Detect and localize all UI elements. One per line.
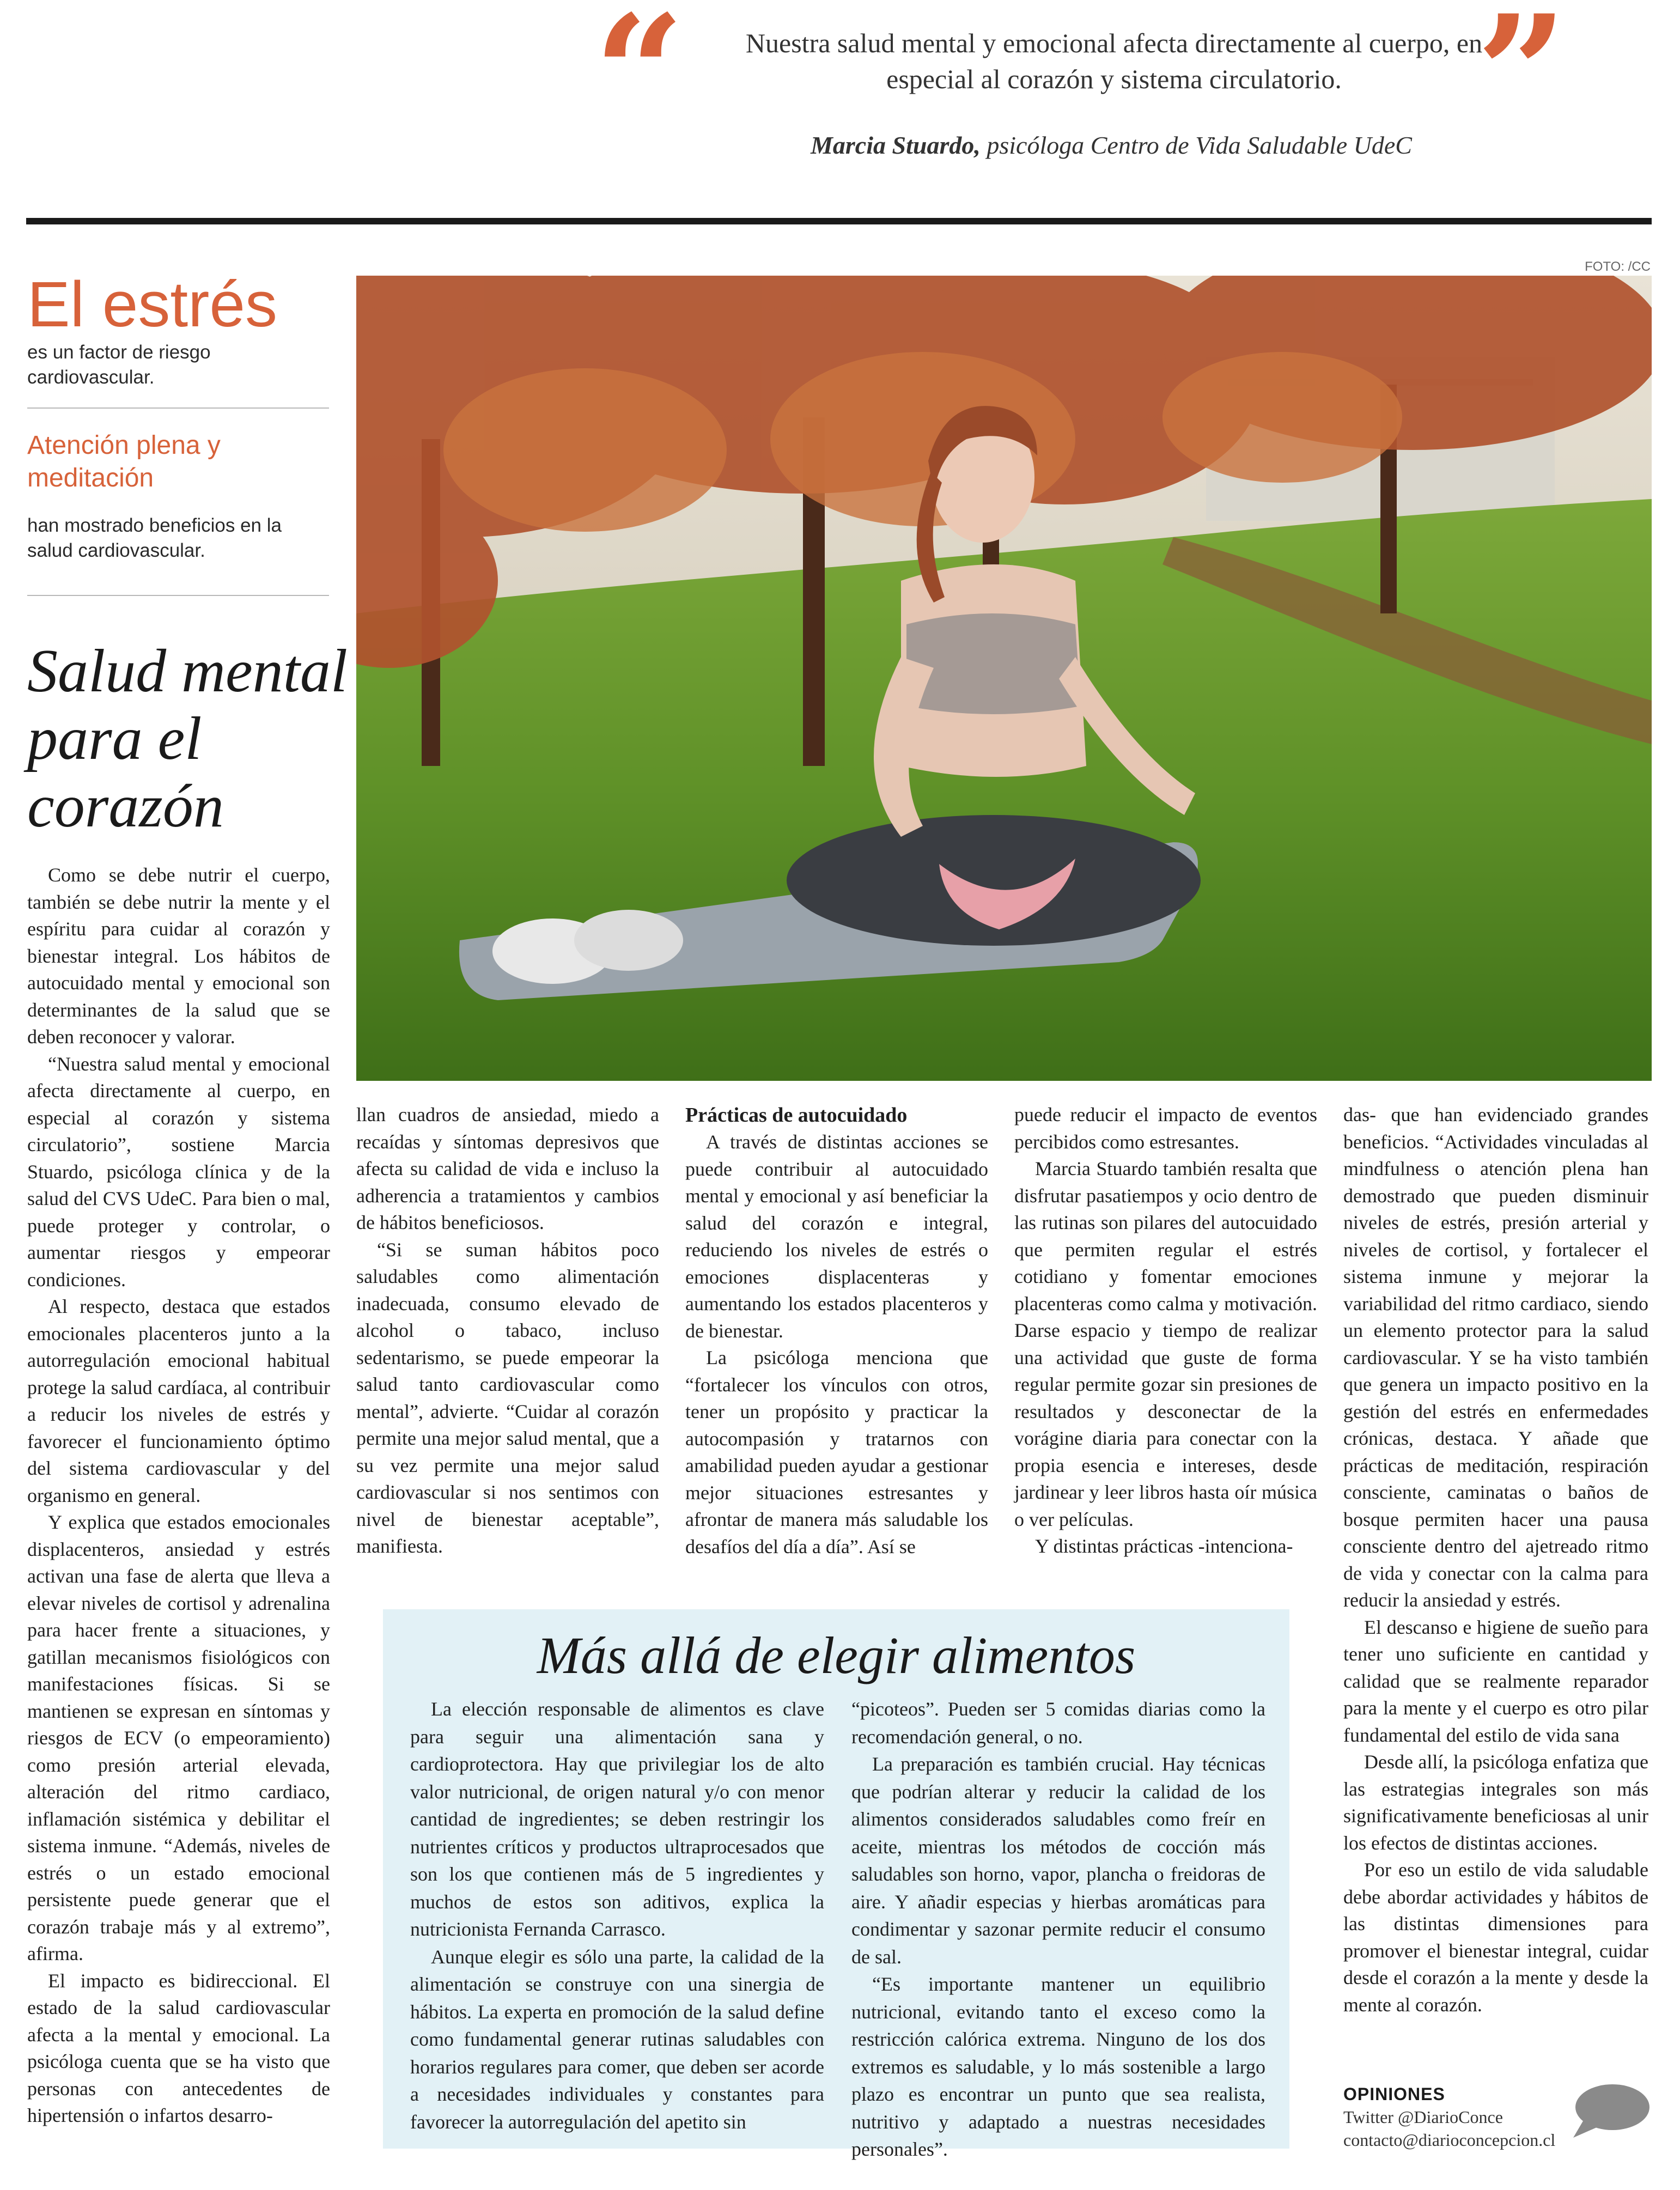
paragraph: Marcia Stuardo también resalta que disfrutar pasatiempos y ocio dentro de las rutinas son pilares del autocuidado que permiten regular el estrés cotidiano y fomentar emociones placenteras como calma y motivación. Darse espacio y tiempo de realizar una actividad que guste de forma regular permite gozar sin presiones de resultados y desconectar de la vorágine diaria para conectar con la propia esencia e intereses, desde jardinear y leer libros hasta oír música o ver películas. (1014, 1158, 1317, 1530)
paragraph: “Es importante mantener un equilibrio nutricional, evitando tanto el exceso como la restricción calórica extrema. Ninguno de los dos extremos es saludable, y lo más sostenible a largo plazo es encontrar un punto que sea realista, nutritivo y adaptado a nuestras necesidades personales”. (851, 1973, 1265, 2160)
paragraph: Al respecto, destaca que estados emocionales placenteros junto a la autorregulación emocional habitual protege la salud cardíaca, al contribuir a reducir los niveles de estrés y favorecer el funcionamiento óptimo del sistema cardiovascular y del organismo en general. (27, 1295, 330, 1506)
article-column-2 (356, 1102, 659, 1560)
open-quote-mark: “ (594, 0, 685, 166)
article-column-1 (27, 862, 330, 2130)
paragraph: Desde allí, la psicóloga enfatiza que las estrategias integrales son más significativamente beneficiosas al unir los efectos de distintas acciones. (1343, 1751, 1648, 1854)
sidebar-subtitle: Atención plena y meditación (27, 431, 221, 492)
sidebar-title: El estrés (27, 269, 278, 340)
paragraph: llan cuadros de ansiedad, miedo a recaídas y síntomas depresivos que afecta su calidad de vida e incluso la adherencia a tratamientos y cambios de hábitos beneficiosos. (356, 1104, 659, 1233)
opiniones-twitter[interactable]: Twitter @DiarioConce (1343, 2107, 1503, 2127)
paragraph: El descanso e higiene de sueño para tener uno suficiente en cantidad y calidad que se realmente reparador para la mente y el cuerpo es otro pilar fundamental del estilo de vida sana (1343, 1616, 1648, 1746)
paragraph: Aunque elegir es sólo una parte, la calidad de la alimentación se construye con una sinergia de hábitos. La experta en promoción de la salud define como fundamental generar rutinas saludables con horarios regulares para comer, que deben ser acorde a necesidades individuales y constantes para favorecer la autorregulación del apetito sin (410, 1945, 824, 2133)
paragraph: Por eso un estilo de vida saludable debe abordar actividades y hábitos de las distintas dimensiones para promover el bienestar integral, cuidar desde el corazón a la mente y desde la mente al corazón. (1343, 1859, 1648, 2016)
food-box-column-left (410, 1695, 824, 2136)
pull-quote-author-role: psicóloga Centro de Vida Saludable UdeC (980, 131, 1412, 159)
pull-quote-attribution (708, 131, 1514, 160)
paragraph: Como se debe nutrir el cuerpo, también se debe nutrir la mente y el espíritu para cuidar al corazón y bienestar integral. Los hábitos de autocuidado mental y emocional son determinantes de la salud que se deben reconocer y valorar. (27, 864, 330, 1048)
opiniones-label: OPINIONES (1343, 2084, 1445, 2104)
photo-credit: FOTO: /CC (1585, 259, 1651, 274)
paragraph: La preparación es también crucial. Hay técnicas que podrían alterar y reducir la calidad de los alimentos considerados saludables como freír en aceite, mientras los métodos de cocción más saludables son horno, vapor, plancha o freidoras de aire. Y añadir especias y hierbas aromáticas para condimentar y sazonar permite reducir el consumo de sal. (851, 1753, 1265, 1968)
pull-quote: Nuestra salud mental y emocional afecta directamente al cuerpo, en especial al corazón y sistema circulatorio. (745, 28, 1483, 94)
paragraph: Y distintas prácticas -intenciona- (1035, 1535, 1293, 1557)
top-divider (26, 218, 1652, 224)
sidebar-divider (27, 407, 329, 409)
paragraph: Y explica que estados emocionales displacenteros, ansiedad y estrés activan una fase de alerta que lleva a elevar niveles de cortisol y adrenalina para hacer frente a situaciones, y gatillan mecanismos fisiológicos con manifestaciones físicas. Si se mantienen se expresan en síntomas y riesgos de ECV (o empeoramiento) como presión arterial elevada, alteración del ritmo cardiaco, inflamación sistémica y debilitar el sistema inmune. “Además, niveles de estrés o un estado emocional persistente puede generar que el corazón trabaje más y al extremo”, afirma. (27, 1511, 330, 1964)
sidebar-divider-2 (27, 595, 329, 596)
paragraph: La psicóloga menciona que “fortalecer los vínculos con otros, tener un propósito y practicar la autocompasión y tratarnos con amabilidad pueden ayudar a gestionar mejor situaciones estresantes y afrontar de manera más saludable los desafíos del día a día”. Así se (685, 1347, 988, 1558)
paragraph: “Nuestra salud mental y emocional afecta directamente al cuerpo, en especial al corazón y sistema circulatorio”, sostiene Marcia Stuardo, psicóloga clínica y de la salud del CVS UdeC. Para bien o mal, puede proteger y controlar, o aumentar riesgos y empeorar condiciones. (27, 1053, 330, 1291)
speech-bubble-icon (1569, 2081, 1652, 2141)
sidebar-subtitle-text: han mostrado beneficios en la salud cardiovascular. (27, 515, 282, 561)
close-quote-mark: ” (1476, 0, 1567, 166)
meditation-photo (356, 276, 1652, 1081)
paragraph: La elección responsable de alimentos es clave para seguir una alimentación sana y cardioprotectora. Hay que privilegiar los de alto valor nutricional, de origen natural y/o con menor cantidad de ingredientes; se deben restringir los nutrientes críticos y productos ultraprocesados que son los que contienen más de 5 ingredientes y muchos de estos son aditivos, explica la nutricionista Fernanda Carrasco. (410, 1698, 824, 1940)
article-column-5 (1343, 1102, 1648, 2018)
paragraph: puede reducir el impacto de eventos percibidos como estresantes. (1014, 1104, 1317, 1153)
paragraph: A través de distintas acciones se puede contribuir al autocuidado mental y emocional y así beneficiar la salud del corazón e integral, reduciendo los niveles de estrés o emociones displacenteras y aumentando los estados placenteros y de bienestar. (685, 1131, 988, 1342)
food-box-column-right (851, 1695, 1265, 2163)
pull-quote-author: Marcia Stuardo, (811, 131, 981, 159)
article-column-4 (1014, 1102, 1317, 1560)
food-box-title: Más allá de elegir alimentos (537, 1626, 1136, 1684)
food-sidebar-box (383, 1609, 1289, 2160)
paragraph: “picoteos”. Pueden ser 5 comidas diarias como la recomendación general, o no. (851, 1698, 1265, 1748)
opiniones-email[interactable]: contacto@diarioconcepcion.cl (1343, 2130, 1556, 2150)
paragraph: El impacto es bidireccional. El estado de la salud cardiovascular afecta a la mental y emocional. La psicóloga cuenta que se ha visto que personas con antecedentes de hipertensión o infartos desarro- (27, 1969, 330, 2126)
paragraph: das- que han evidenciado grandes beneficios. “Actividades vinculadas al mindfulness o atención plena han demostrado que pueden disminuir niveles de estrés, presión arterial y niveles de cortisol, y fortalecer el sistema inmune y mejorar la variabilidad del ritmo cardiaco, siendo un elemento protector para la salud cardiovascular. Y se ha visto también que genera un impacto positivo en la gestión del estrés en enfermedades crónicas, destaca. Y añade que prácticas de meditación, respiración consciente, caminatas o baños de bosque permiten hacer una pausa consciente dentro del ajetreado ritmo de vida y conectar con la calma para reducir la ansiedad y estrés. (1343, 1104, 1648, 1611)
article-headline: Salud mental para el corazón (27, 637, 348, 840)
article-column-3 (685, 1102, 988, 1560)
paragraph: “Si se suman hábitos poco saludables como alimentación inadecuada, consumo elevado de alcohol o tabaco, incluso sedentarismo, se puede empeorar la salud tanto cardiovascular como mental”, advierte. “Cuidar al corazón permite una mejor salud mental, que a su vez permite una mejor salud cardiovascular si nos sentimos con nivel de bienestar aceptable”, manifiesta. (356, 1238, 659, 1557)
sidebar-title-text: es un factor de riesgo cardiovascular. (27, 342, 211, 388)
section-heading: Prácticas de autocuidado (685, 1104, 908, 1127)
